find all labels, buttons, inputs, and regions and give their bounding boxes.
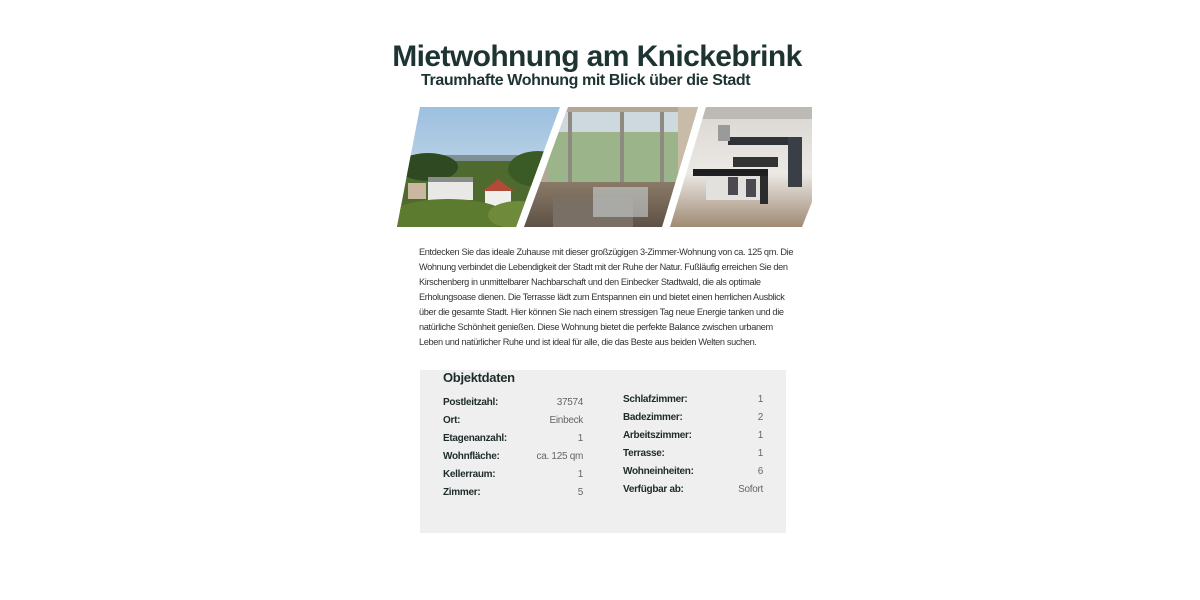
row-label: Badezimmer: [623,412,683,423]
row-value: 37574 [556,397,583,408]
row-value: 1 [757,394,763,405]
page-title: Mietwohnung am Knickebrink [392,40,802,73]
row-value: Einbeck [549,415,583,426]
row-value: 6 [757,466,763,477]
row-label: Terrasse: [623,448,665,459]
row-label: Schlafzimmer: [623,394,688,405]
data-row-zimmer [443,487,583,505]
objektdaten-right-column [623,394,763,502]
row-value: 1 [757,430,763,441]
row-value: 1 [577,433,583,444]
data-row-wohnflaeche [443,451,583,469]
property-description: Entdecken Sie das ideale Zuhause mit dieser großzügigen 3-Zimmer-Wohnung von ca. 125 qm. Die Wohnung verbindet die Lebendigkeit der Stadt mit der Ruhe der Natur. Fußläufig erreichen Sie den Kirschenberg in unmittelbarer Nachbarschaft und den Einbecker Stadtwald, die als optimale Erholungsoase dienen. Die Terrasse lädt zum Entspannen ein und bietet einen herrlichen Ausblick über die gesamte Stadt. Hier können Sie nach einem stressigen Tag neue Energie tanken und die natürliche Schönheit genießen. Diese Wohnung bietet die perfekte Balance zwischen urbanem Leben und natürlicher Ruhe und ist ideal für alle, die das Beste aus beiden Welten suchen. [419,247,794,347]
data-row-badezimmer [623,412,763,430]
objektdaten-title: Objektdaten [443,370,515,385]
row-value: 1 [577,469,583,480]
data-row-kellerraum [443,469,583,487]
data-row-schlafzimmer [623,394,763,412]
page-subtitle: Traumhafte Wohnung mit Blick über die Stadt [421,72,751,89]
data-row-verfuegbar-ab [623,484,763,502]
row-label: Zimmer: [443,487,481,498]
photo-banner [388,107,812,227]
data-row-wohneinheiten [623,466,763,484]
row-value: 1 [757,448,763,459]
row-label: Verfügbar ab: [623,484,684,495]
row-label: Wohneinheiten: [623,466,694,477]
objektdaten-panel [420,370,786,533]
data-row-postleitzahl [443,397,583,415]
row-label: Arbeitszimmer: [623,430,692,441]
row-label: Ort: [443,415,461,426]
objektdaten-left-column [443,397,583,505]
row-label: Kellerraum: [443,469,496,480]
row-label: Wohnfläche: [443,451,500,462]
row-label: Etagenanzahl: [443,433,507,444]
row-label: Postleitzahl: [443,397,498,408]
row-value: 2 [757,412,763,423]
row-value: 5 [577,487,583,498]
data-row-ort [443,415,583,433]
data-row-etagenanzahl [443,433,583,451]
row-value: ca. 125 qm [536,451,583,462]
data-row-arbeitszimmer [623,430,763,448]
data-row-terrasse [623,448,763,466]
row-value: Sofort [738,484,763,495]
